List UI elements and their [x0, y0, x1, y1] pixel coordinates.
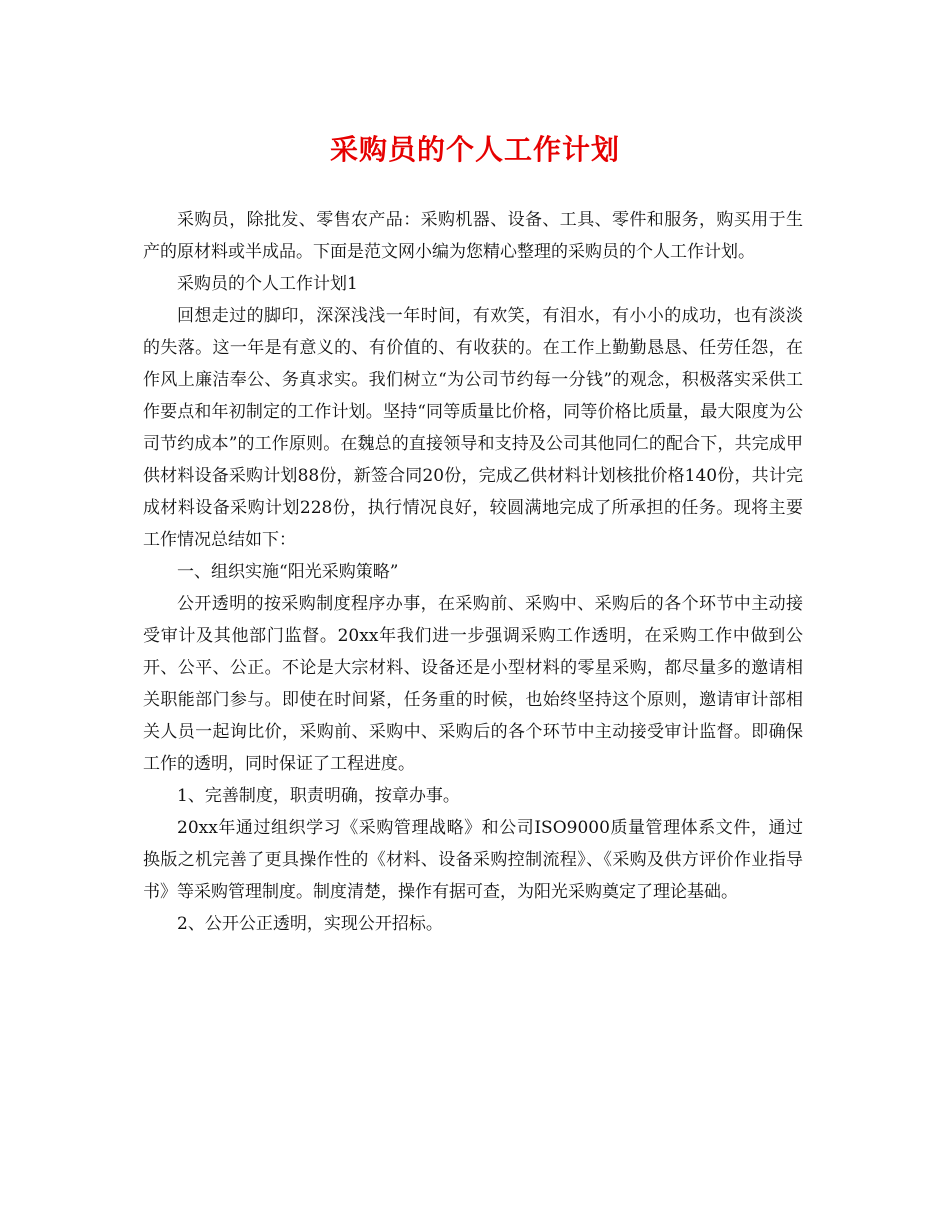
section-heading-plan-1: 采购员的个人工作计划1: [177, 274, 358, 294]
section-heading-sunshine-procurement: 一、组织实施“阳光采购策略”: [177, 562, 399, 582]
review-paragraph: 回想走过的脚印，深深浅浅一年时间，有欢笑，有泪水，有小小的成功，也有淡淡的失落。这一年是有意义的、有价值的、有收获的。在工作上勤勤恳恳、任劳任怨，在作风上廉洁奉公、务真求实。我们树立“为公司节约每一分钱”的观念，积极落实采供工作要点和年初制定的工作计划。坚持“同等质量比价格，同等价格比质量，最大限度为公司节约成本”的工作原则。在魏总的直接领导和支持及公司其他同仁的配合下，共完成甲供材料设备采购计划88份，新签合同20份，完成乙供材料计划核批价格140份，共计完成材料设备采购计划228份，执行情况良好，较圆满地完成了所承担的任务。现将主要工作情况总结如下：: [143, 306, 803, 550]
subheading-public-bidding: 2、公开公正透明，实现公开招标。: [177, 914, 443, 934]
transparency-paragraph: 公开透明的按采购制度程序办事，在采购前、采购中、采购后的各个环节中主动接受审计及其他部门监督。20xx年我们进一步强调采购工作透明，在采购工作中做到公开、公平、公正。不论是大宗材料、设备还是小型材料的零星采购，都尽量多的邀请相关职能部门参与。即使在时间紧，任务重的时候，也始终坚持这个原则，邀请审计部相关人员一起询比价，采购前、采购中、采购后的各个环节中主动接受审计监督。即确保工作的透明，同时保证了工程进度。: [143, 594, 803, 774]
document-body: [143, 204, 803, 940]
intro-paragraph: 采购员，除批发、零售农产品：采购机器、设备、工具、零件和服务，购买用于生产的原材料或半成品。下面是范文网小编为您精心整理的采购员的个人工作计划。: [143, 210, 803, 262]
subheading-improve-system: 1、完善制度，职责明确，按章办事。: [177, 786, 460, 806]
system-paragraph: 20xx年通过组织学习《采购管理战略》和公司ISO9000质量管理体系文件，通过换版之机完善了更具操作性的《材料、设备采购控制流程》、《采购及供方评价作业指导书》等采购管理制度。制度清楚，操作有据可查，为阳光采购奠定了理论基础。: [143, 818, 803, 902]
document-title: 采购员的个人工作计划: [329, 133, 620, 166]
